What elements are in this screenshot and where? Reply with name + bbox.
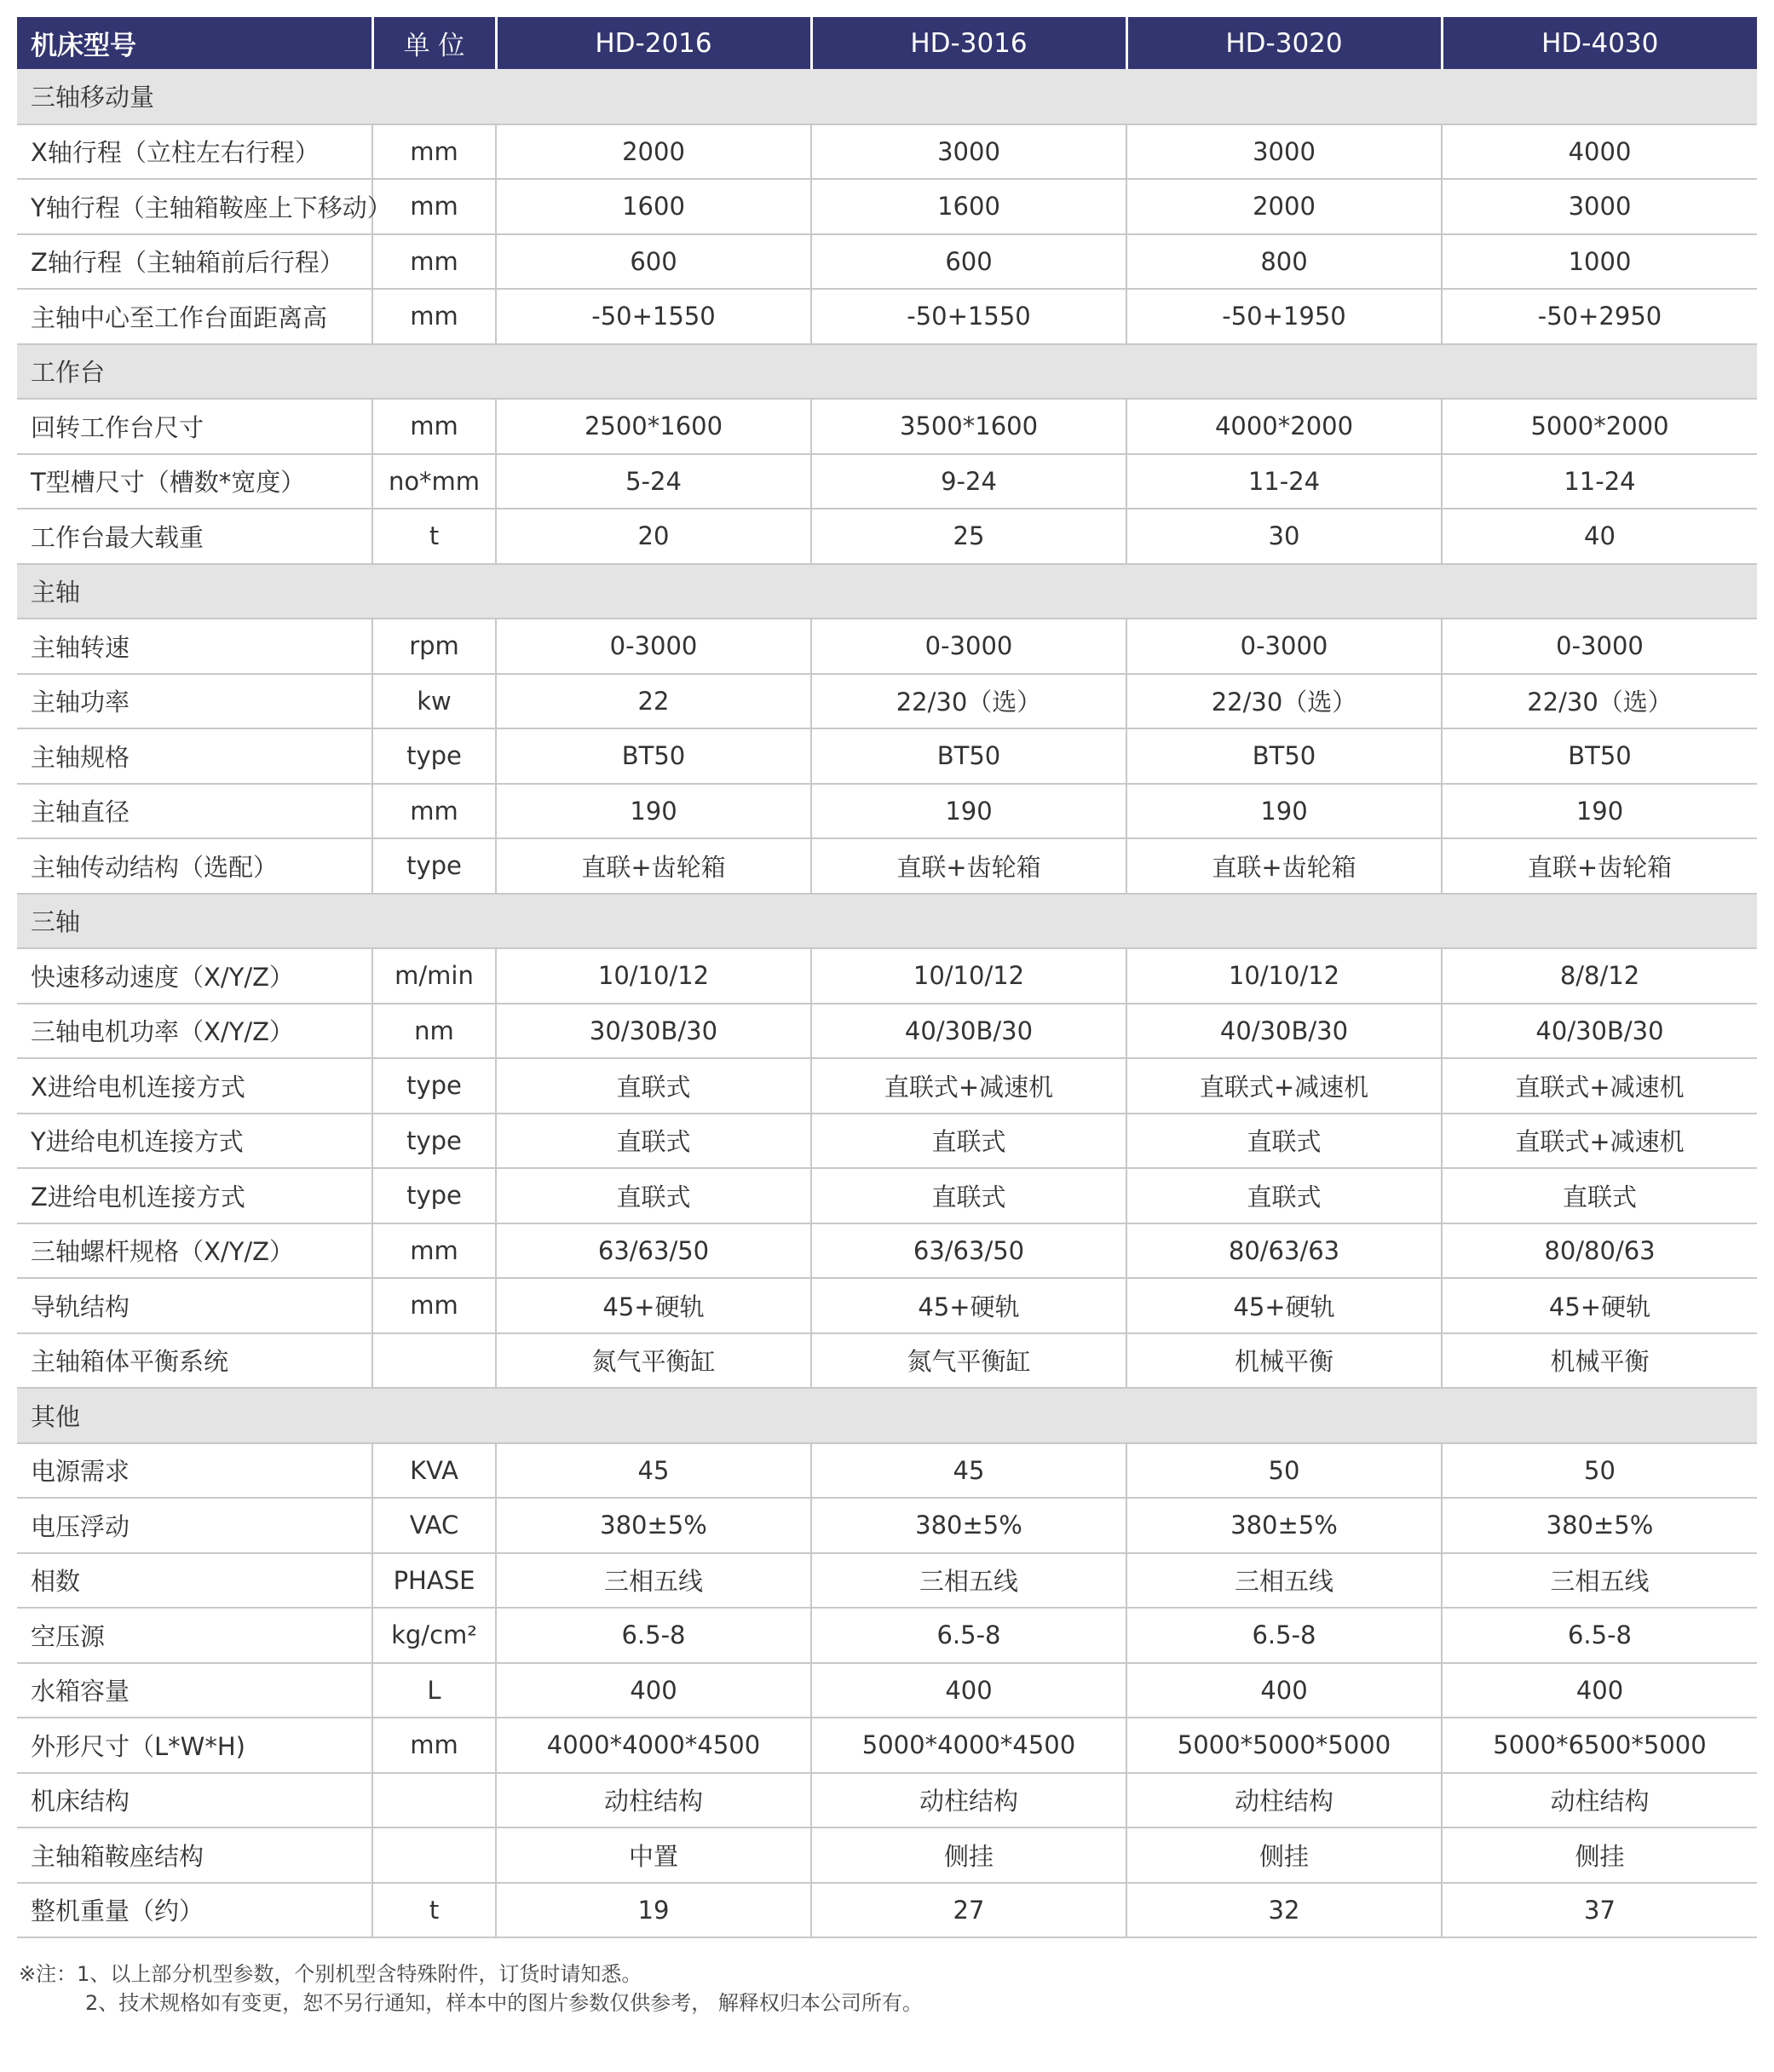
value-cell: 2000 xyxy=(496,124,811,180)
value-cell: 直联式+减速机 xyxy=(1126,1058,1442,1114)
value-cell: 63/63/50 xyxy=(496,1223,811,1279)
value-cell: 800 xyxy=(1126,234,1442,290)
value-cell: 380±5% xyxy=(1442,1498,1757,1553)
header-cell-unit: 单 位 xyxy=(372,17,496,69)
table-row xyxy=(17,1498,1757,1553)
value-cell: -50+1950 xyxy=(1126,289,1442,344)
param-name-cell: 导轨结构 xyxy=(17,1278,372,1333)
value-cell: -50+1550 xyxy=(811,289,1126,344)
unit-cell: mm xyxy=(372,399,496,454)
unit-cell: kg/cm² xyxy=(372,1608,496,1663)
value-cell: 直联式+减速机 xyxy=(1442,1058,1757,1114)
unit-cell: mm xyxy=(372,784,496,839)
value-cell: 190 xyxy=(1126,784,1442,839)
section-title: 主轴 xyxy=(17,564,1757,619)
value-cell: 3000 xyxy=(811,124,1126,180)
param-name-cell: 电源需求 xyxy=(17,1443,372,1499)
value-cell: 40/30B/30 xyxy=(1126,1004,1442,1059)
table-row xyxy=(17,619,1757,674)
table-row xyxy=(17,728,1757,784)
section-header-row xyxy=(17,69,1757,124)
value-cell: 氮气平衡缸 xyxy=(496,1333,811,1389)
value-cell: 8/8/12 xyxy=(1442,948,1757,1004)
value-cell: 机械平衡 xyxy=(1442,1333,1757,1389)
param-name-cell: Z进给电机连接方式 xyxy=(17,1168,372,1223)
value-cell: 30/30B/30 xyxy=(496,1004,811,1059)
value-cell: 直联式 xyxy=(811,1114,1126,1169)
table-row xyxy=(17,179,1757,234)
unit-cell: type xyxy=(372,1168,496,1223)
param-name-cell: 主轴箱体平衡系统 xyxy=(17,1333,372,1389)
value-cell: 0-3000 xyxy=(496,619,811,674)
param-name-cell: 三轴螺杆规格（X/Y/Z） xyxy=(17,1223,372,1279)
value-cell: BT50 xyxy=(811,728,1126,784)
table-row xyxy=(17,399,1757,454)
table-row xyxy=(17,1114,1757,1169)
table-row xyxy=(17,1278,1757,1333)
param-name-cell: 快速移动速度（X/Y/Z） xyxy=(17,948,372,1004)
value-cell: 600 xyxy=(811,234,1126,290)
value-cell: 直联式+减速机 xyxy=(811,1058,1126,1114)
unit-cell: VAC xyxy=(372,1498,496,1553)
value-cell: 400 xyxy=(1442,1663,1757,1718)
section-title: 其他 xyxy=(17,1388,1757,1443)
value-cell: 380±5% xyxy=(811,1498,1126,1553)
value-cell: 0-3000 xyxy=(1126,619,1442,674)
unit-cell: L xyxy=(372,1663,496,1718)
value-cell: -50+1550 xyxy=(496,289,811,344)
value-cell: 0-3000 xyxy=(811,619,1126,674)
table-row xyxy=(17,1827,1757,1883)
param-name-cell: 相数 xyxy=(17,1553,372,1609)
unit-cell: no*mm xyxy=(372,454,496,509)
value-cell: 45 xyxy=(496,1443,811,1499)
value-cell: 三相五线 xyxy=(496,1553,811,1609)
table-row xyxy=(17,1004,1757,1059)
value-cell: 22/30（选） xyxy=(1442,674,1757,729)
header-cell-hd-3020: HD-3020 xyxy=(1126,17,1442,69)
unit-cell xyxy=(372,1333,496,1389)
value-cell: 4000*4000*4500 xyxy=(496,1718,811,1773)
value-cell: 5000*6500*5000 xyxy=(1442,1718,1757,1773)
table-row xyxy=(17,1168,1757,1223)
param-name-cell: 主轴直径 xyxy=(17,784,372,839)
table-row xyxy=(17,1058,1757,1114)
param-name-cell: 主轴传动结构（选配） xyxy=(17,838,372,894)
param-name-cell: 电压浮动 xyxy=(17,1498,372,1553)
param-name-cell: 三轴电机功率（X/Y/Z） xyxy=(17,1004,372,1059)
param-name-cell: 水箱容量 xyxy=(17,1663,372,1718)
value-cell: 三相五线 xyxy=(811,1553,1126,1609)
value-cell: 11-24 xyxy=(1126,454,1442,509)
value-cell: 45+硬轨 xyxy=(811,1278,1126,1333)
value-cell: 1600 xyxy=(811,179,1126,234)
value-cell: 直联式 xyxy=(1442,1168,1757,1223)
table-row xyxy=(17,289,1757,344)
value-cell: 侧挂 xyxy=(1126,1827,1442,1883)
param-name-cell: 主轴转速 xyxy=(17,619,372,674)
unit-cell: type xyxy=(372,728,496,784)
value-cell: 三相五线 xyxy=(1442,1553,1757,1609)
param-name-cell: 机床结构 xyxy=(17,1773,372,1828)
value-cell: 中置 xyxy=(496,1827,811,1883)
value-cell: 11-24 xyxy=(1442,454,1757,509)
param-name-cell: 空压源 xyxy=(17,1608,372,1663)
table-row xyxy=(17,1553,1757,1609)
value-cell: 动柱结构 xyxy=(1442,1773,1757,1828)
value-cell: 190 xyxy=(811,784,1126,839)
value-cell: 19 xyxy=(496,1883,811,1938)
footnote: 2、技术规格如有变更，恕不另行通知，样本中的图片参数仅供参考， 解释权归本公司所有。 xyxy=(85,1991,923,2015)
unit-cell: kw xyxy=(372,674,496,729)
param-name-cell: 主轴规格 xyxy=(17,728,372,784)
section-title: 三轴移动量 xyxy=(17,69,1757,124)
value-cell: 直联式 xyxy=(496,1168,811,1223)
param-name-cell: Z轴行程（主轴箱前后行程） xyxy=(17,234,372,290)
value-cell: 三相五线 xyxy=(1126,1553,1442,1609)
table-row xyxy=(17,124,1757,180)
value-cell: 45+硬轨 xyxy=(1442,1278,1757,1333)
value-cell: 直联式+减速机 xyxy=(1442,1114,1757,1169)
value-cell: 3000 xyxy=(1126,124,1442,180)
table-row xyxy=(17,1333,1757,1389)
value-cell: 0-3000 xyxy=(1442,619,1757,674)
value-cell: 10/10/12 xyxy=(496,948,811,1004)
value-cell: 22 xyxy=(496,674,811,729)
unit-cell: PHASE xyxy=(372,1553,496,1609)
value-cell: BT50 xyxy=(1442,728,1757,784)
value-cell: 2000 xyxy=(1126,179,1442,234)
value-cell: 27 xyxy=(811,1883,1126,1938)
value-cell: 380±5% xyxy=(1126,1498,1442,1553)
value-cell: 600 xyxy=(496,234,811,290)
value-cell: 4000*2000 xyxy=(1126,399,1442,454)
value-cell: 32 xyxy=(1126,1883,1442,1938)
param-name-cell: Y进给电机连接方式 xyxy=(17,1114,372,1169)
value-cell: 5000*2000 xyxy=(1442,399,1757,454)
value-cell: 动柱结构 xyxy=(1126,1773,1442,1828)
value-cell: 6.5-8 xyxy=(1442,1608,1757,1663)
param-name-cell: 主轴箱鞍座结构 xyxy=(17,1827,372,1883)
table-row xyxy=(17,1883,1757,1938)
param-name-cell: 外形尺寸（L*W*H) xyxy=(17,1718,372,1773)
table-row xyxy=(17,1608,1757,1663)
param-name-cell: X进给电机连接方式 xyxy=(17,1058,372,1114)
unit-cell: t xyxy=(372,509,496,564)
value-cell: 380±5% xyxy=(496,1498,811,1553)
value-cell: 侧挂 xyxy=(1442,1827,1757,1883)
unit-cell: KVA xyxy=(372,1443,496,1499)
value-cell: 直联+齿轮箱 xyxy=(496,838,811,894)
value-cell: 20 xyxy=(496,509,811,564)
value-cell: 22/30（选） xyxy=(1126,674,1442,729)
unit-cell: mm xyxy=(372,1718,496,1773)
spec-table xyxy=(17,17,1757,1938)
param-name-cell: 回转工作台尺寸 xyxy=(17,399,372,454)
table-row xyxy=(17,454,1757,509)
unit-cell: m/min xyxy=(372,948,496,1004)
header-cell-hd-3016: HD-3016 xyxy=(811,17,1126,69)
value-cell: 直联+齿轮箱 xyxy=(1126,838,1442,894)
value-cell: 6.5-8 xyxy=(811,1608,1126,1663)
table-row xyxy=(17,784,1757,839)
value-cell: 直联式 xyxy=(811,1168,1126,1223)
value-cell: 45 xyxy=(811,1443,1126,1499)
table-row xyxy=(17,1663,1757,1718)
value-cell: 10/10/12 xyxy=(811,948,1126,1004)
value-cell: 6.5-8 xyxy=(1126,1608,1442,1663)
spec-table-body xyxy=(17,69,1757,1937)
value-cell: 400 xyxy=(496,1663,811,1718)
header-cell-model: 机床型号 xyxy=(17,17,372,69)
value-cell: 190 xyxy=(496,784,811,839)
param-name-cell: Y轴行程（主轴箱鞍座上下移动） xyxy=(17,179,372,234)
value-cell: 40 xyxy=(1442,509,1757,564)
table-row xyxy=(17,1718,1757,1773)
section-header-row xyxy=(17,894,1757,949)
unit-cell: mm xyxy=(372,234,496,290)
unit-cell xyxy=(372,1827,496,1883)
value-cell: 6.5-8 xyxy=(496,1608,811,1663)
table-row xyxy=(17,1223,1757,1279)
value-cell: 45+硬轨 xyxy=(1126,1278,1442,1333)
value-cell: 直联式 xyxy=(496,1058,811,1114)
value-cell: -50+2950 xyxy=(1442,289,1757,344)
param-name-cell: X轴行程（立柱左右行程） xyxy=(17,124,372,180)
value-cell: 5000*5000*5000 xyxy=(1126,1718,1442,1773)
value-cell: 50 xyxy=(1126,1443,1442,1499)
param-name-cell: 主轴中心至工作台面距离高 xyxy=(17,289,372,344)
value-cell: 机械平衡 xyxy=(1126,1333,1442,1389)
unit-cell: mm xyxy=(372,179,496,234)
value-cell: 25 xyxy=(811,509,1126,564)
unit-cell: type xyxy=(372,838,496,894)
value-cell: 直联+齿轮箱 xyxy=(1442,838,1757,894)
unit-cell: mm xyxy=(372,1223,496,1279)
value-cell: 63/63/50 xyxy=(811,1223,1126,1279)
table-row xyxy=(17,234,1757,290)
value-cell: 氮气平衡缸 xyxy=(811,1333,1126,1389)
value-cell: 1600 xyxy=(496,179,811,234)
value-cell: 动柱结构 xyxy=(811,1773,1126,1828)
unit-cell: mm xyxy=(372,289,496,344)
header-row xyxy=(17,17,1757,69)
value-cell: 9-24 xyxy=(811,454,1126,509)
table-row xyxy=(17,1443,1757,1499)
value-cell: 30 xyxy=(1126,509,1442,564)
value-cell: 40/30B/30 xyxy=(1442,1004,1757,1059)
unit-cell: mm xyxy=(372,1278,496,1333)
param-name-cell: T型槽尺寸（槽数*宽度） xyxy=(17,454,372,509)
value-cell: 80/63/63 xyxy=(1126,1223,1442,1279)
param-name-cell: 主轴功率 xyxy=(17,674,372,729)
value-cell: 3500*1600 xyxy=(811,399,1126,454)
value-cell: 直联式 xyxy=(1126,1168,1442,1223)
unit-cell: nm xyxy=(372,1004,496,1059)
value-cell: 45+硬轨 xyxy=(496,1278,811,1333)
value-cell: 动柱结构 xyxy=(496,1773,811,1828)
footnotes xyxy=(19,1960,923,2017)
footnote: ※注：1、以上部分机型参数，个别机型含特殊附件，订货时请知悉。 xyxy=(19,1962,642,1986)
table-row xyxy=(17,674,1757,729)
value-cell: 直联+齿轮箱 xyxy=(811,838,1126,894)
header-cell-hd-4030: HD-4030 xyxy=(1442,17,1757,69)
value-cell: 37 xyxy=(1442,1883,1757,1938)
value-cell: 3000 xyxy=(1442,179,1757,234)
spec-table-container xyxy=(17,17,1756,1938)
value-cell: 5-24 xyxy=(496,454,811,509)
unit-cell: type xyxy=(372,1058,496,1114)
unit-cell: type xyxy=(372,1114,496,1169)
value-cell: 400 xyxy=(811,1663,1126,1718)
unit-cell xyxy=(372,1773,496,1828)
table-row xyxy=(17,1773,1757,1828)
value-cell: 40/30B/30 xyxy=(811,1004,1126,1059)
param-name-cell: 工作台最大载重 xyxy=(17,509,372,564)
value-cell: 190 xyxy=(1442,784,1757,839)
unit-cell: mm xyxy=(372,124,496,180)
table-row xyxy=(17,838,1757,894)
value-cell: 400 xyxy=(1126,1663,1442,1718)
table-row xyxy=(17,509,1757,564)
value-cell: 80/80/63 xyxy=(1442,1223,1757,1279)
value-cell: 侧挂 xyxy=(811,1827,1126,1883)
value-cell: 10/10/12 xyxy=(1126,948,1442,1004)
section-title: 工作台 xyxy=(17,344,1757,400)
param-name-cell: 整机重量（约） xyxy=(17,1883,372,1938)
value-cell: 4000 xyxy=(1442,124,1757,180)
value-cell: 2500*1600 xyxy=(496,399,811,454)
value-cell: 1000 xyxy=(1442,234,1757,290)
value-cell: 直联式 xyxy=(496,1114,811,1169)
table-row xyxy=(17,948,1757,1004)
value-cell: 22/30（选） xyxy=(811,674,1126,729)
value-cell: 直联式 xyxy=(1126,1114,1442,1169)
unit-cell: rpm xyxy=(372,619,496,674)
value-cell: BT50 xyxy=(496,728,811,784)
section-title: 三轴 xyxy=(17,894,1757,949)
section-header-row xyxy=(17,344,1757,400)
unit-cell: t xyxy=(372,1883,496,1938)
header-cell-hd-2016: HD-2016 xyxy=(496,17,811,69)
section-header-row xyxy=(17,1388,1757,1443)
value-cell: 5000*4000*4500 xyxy=(811,1718,1126,1773)
value-cell: 50 xyxy=(1442,1443,1757,1499)
section-header-row xyxy=(17,564,1757,619)
value-cell: BT50 xyxy=(1126,728,1442,784)
